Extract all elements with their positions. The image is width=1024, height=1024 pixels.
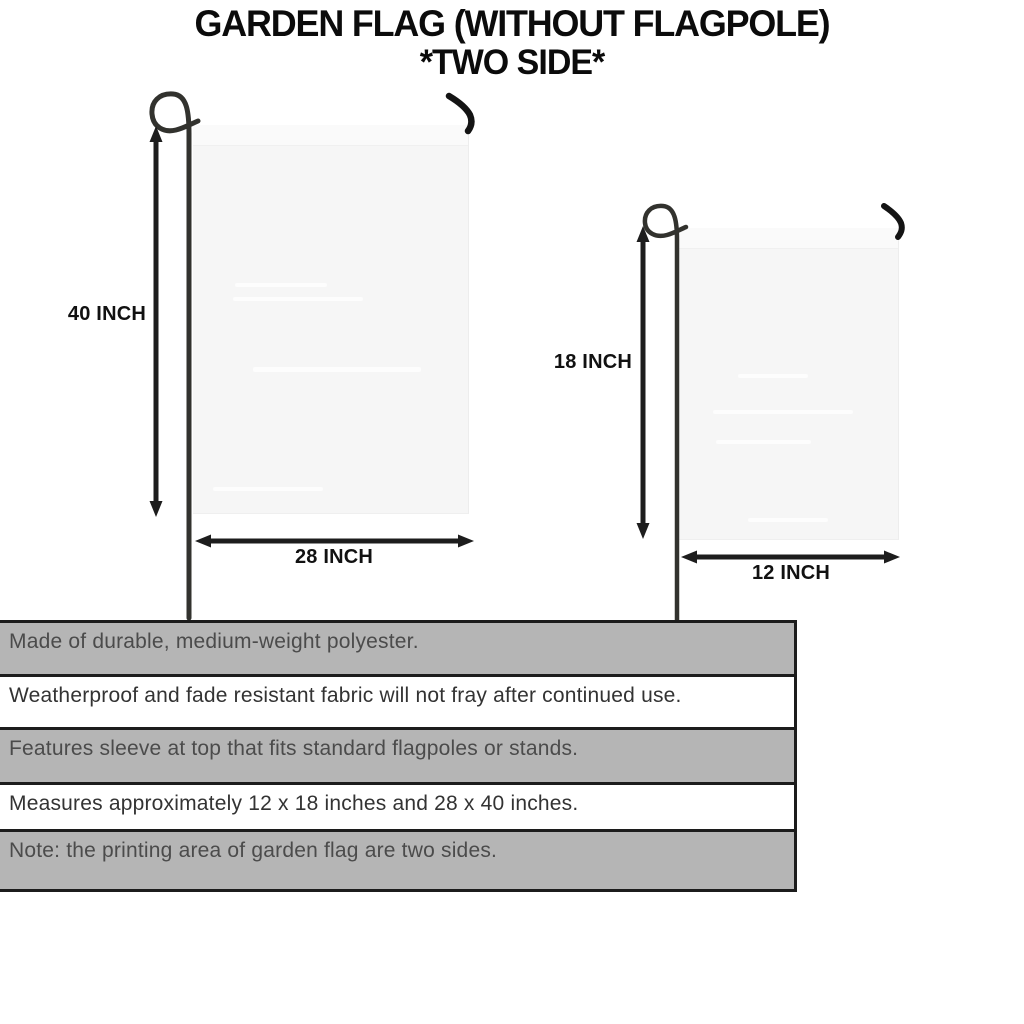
small-flag-width-label: 12 INCH: [751, 562, 831, 584]
large-flag-hook-icon: [449, 96, 471, 131]
title-line-1: GARDEN FLAG (WITHOUT FLAGPOLE): [194, 3, 830, 44]
large-flagpole-icon: [152, 94, 198, 618]
large-flag-height-label: 40 INCH: [67, 303, 146, 325]
small-flag-height-label: 18 INCH: [553, 351, 632, 373]
feature-row: Note: the printing area of garden flag are two sides.: [0, 829, 794, 889]
feature-row: Weatherproof and fade resistant fabric will not fray after continued use.: [0, 674, 794, 727]
feature-row: Measures approximately 12 x 18 inches and 28 x 40 inches.: [0, 782, 794, 829]
large-height-arrow-icon: [150, 126, 163, 517]
features-table: [0, 620, 797, 892]
title-line-2: *TWO SIDE*: [419, 43, 605, 82]
small-height-arrow-icon: [637, 226, 650, 539]
large-flag-width-label: 28 INCH: [294, 546, 374, 568]
feature-row: Made of durable, medium-weight polyester.: [0, 623, 794, 674]
feature-row: Features sleeve at top that fits standard flagpoles or stands.: [0, 727, 794, 782]
small-flagpole-icon: [645, 206, 686, 620]
small-flag-hook-icon: [884, 206, 902, 237]
